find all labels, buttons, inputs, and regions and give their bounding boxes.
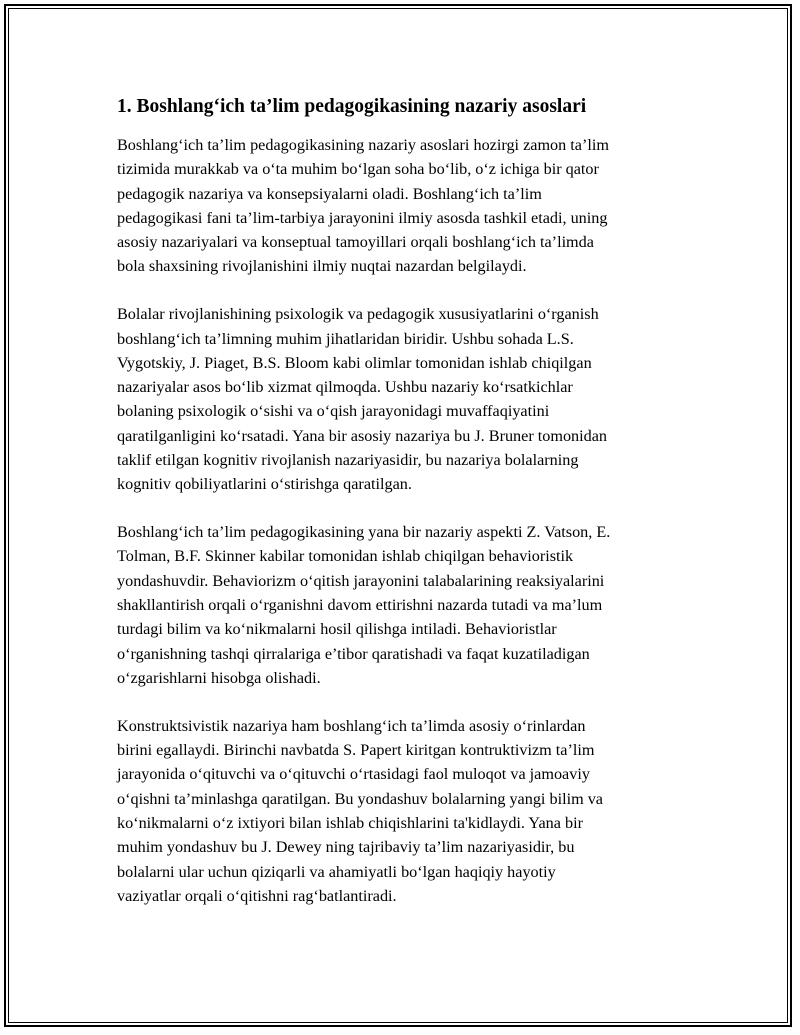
text-line: muhim yondashuv bu J. Dewey ning tajribaviy ta’lim nazariyasidir, bu: [117, 838, 575, 857]
text-line: yondashuvdir. Behaviorizm o‘qitish jarayonini talabalarining reaksiyalarini: [117, 571, 605, 590]
text-line: tizimida murakkab va o‘ta muhim bo‘lgan soha bo‘lib, o‘z ichiga bir qator: [117, 160, 599, 179]
document-body: [117, 95, 697, 932]
text-line: turdagi bilim va ko‘nikmalarni hosil qilishga intiladi. Behavioristlar: [117, 620, 557, 639]
text-line: bolaning psixologik o‘sishi va o‘qish jarayonidagi muvaffaqiyatini: [117, 402, 550, 421]
text-line: birini egallaydi. Birinchi navbatda S. Papert kiritgan kontruktivizm ta’lim: [117, 741, 595, 760]
paragraph-4: [117, 714, 697, 908]
text-line: kognitiv qobiliyatlarini o‘stirishga qaratilgan.: [117, 475, 412, 494]
text-line: Tolman, B.F. Skinner kabilar tomonidan ishlab chiqilgan behavioristik: [117, 547, 574, 566]
text-line: asosiy nazariyalari va konseptual tamoyillari orqali boshlang‘ich ta’limda: [117, 233, 594, 252]
text-line: shakllantirish orqali o‘rganishni davom ettirishni nazarda tutadi va ma’lum: [117, 596, 603, 615]
text-line: taklif etilgan kognitiv rivojlanish nazariyasidir, bu nazariya bolalarning: [117, 451, 579, 470]
text-line: Bolalar rivojlanishining psixologik va pedagogik xususiyatlarini o‘rganish: [117, 305, 599, 324]
text-line: o‘rganishning tashqi qirralariga e’tibor qaratishadi va faqat kuzatiladigan: [117, 644, 590, 663]
text-line: bolalarni ular uchun qiziqarli va ahamiyatli bo‘lgan haqiqiy hayotiy: [117, 862, 556, 881]
text-line: nazariyalar asos bo‘lib xizmat qilmoqda. Ushbu nazariy ko‘rsatkichlar: [117, 378, 573, 397]
paragraph-2: [117, 302, 697, 496]
text-line: o‘zgarishlarni hisobga olishadi.: [117, 668, 321, 687]
text-line: Vygotskiy, J. Piaget, B.S. Bloom kabi olimlar tomonidan ishlab chiqilgan: [117, 353, 592, 372]
text-line: pedagogikasi fani ta’lim-tarbiya jarayonini ilmiy asosda tashkil etadi, uning: [117, 208, 608, 227]
text-line: Boshlang‘ich ta’lim pedagogikasining yana bir nazariy aspekti Z. Vatson, E.: [117, 523, 611, 542]
text-line: pedagogik nazariya va konsepsiyalarni oladi. Boshlang‘ich ta’lim: [117, 184, 542, 203]
text-line: jarayonida o‘qituvchi va o‘qituvchi o‘rtasidagi faol muloqot va jamoaviy: [117, 765, 590, 784]
text-line: Konstruktsivistik nazariya ham boshlang‘ich ta’limda asosiy o‘rinlardan: [117, 716, 586, 735]
section-heading: 1. Boshlang‘ich ta’lim pedagogikasining nazariy asoslari: [117, 96, 587, 117]
text-line: boshlang‘ich ta’limning muhim jihatlaridan biridir. Ushbu sohada L.S.: [117, 329, 574, 348]
paragraph-3: [117, 520, 697, 690]
text-line: ko‘nikmalarni o‘z ixtiyori bilan ishlab chiqishlarini ta'kidlaydi. Yana bir: [117, 813, 583, 832]
text-line: o‘qishni ta’minlashga qaratilgan. Bu yondashuv bolalarning yangi bilim va: [117, 789, 603, 808]
text-line: Boshlang‘ich ta’lim pedagogikasining nazariy asoslari hozirgi zamon ta’lim: [117, 136, 609, 154]
text-line: vaziyatlar orqali o‘qitishni rag‘batlantiradi.: [117, 886, 397, 905]
paragraph-1: [117, 133, 697, 279]
text-line: bola shaxsining rivojlanishini ilmiy nuqtai nazardan belgilaydi.: [117, 257, 527, 276]
text-line: qaratilganligini ko‘rsatadi. Yana bir asosiy nazariya bu J. Bruner tomonidan: [117, 426, 608, 445]
